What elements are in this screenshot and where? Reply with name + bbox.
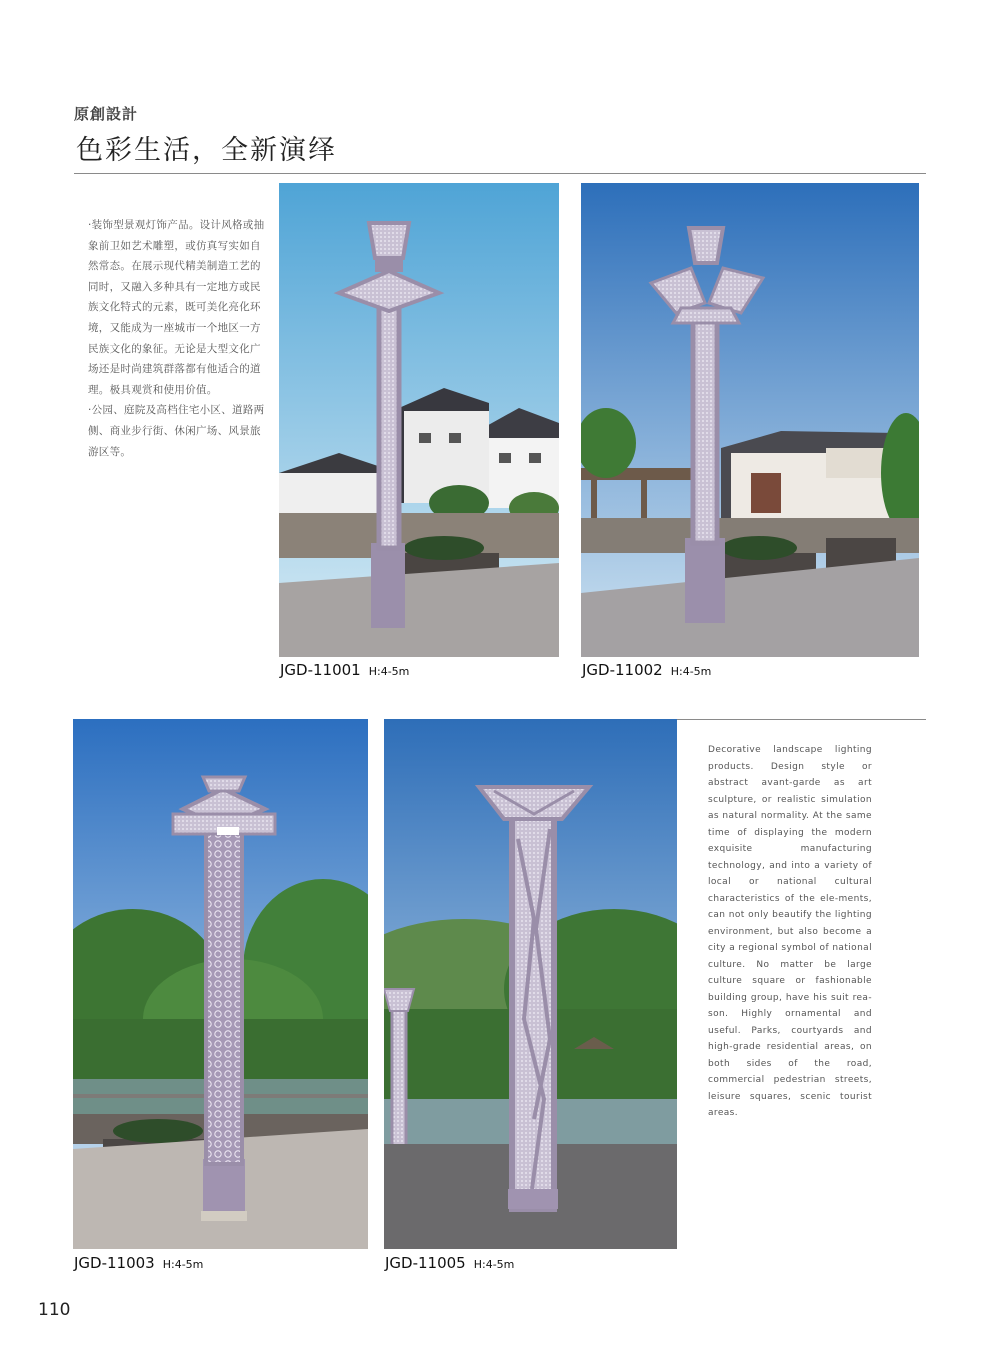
model-label: JGD-11002: [582, 661, 663, 679]
product-photo-11001: [279, 183, 559, 657]
section-divider: [675, 719, 926, 720]
header-divider: [74, 173, 926, 174]
model-label: JGD-11001: [280, 661, 361, 679]
height-label: H:4-5m: [473, 1258, 515, 1271]
intro-paragraph: ·装饰型景观灯饰产品。设计风格或抽象前卫如艺术雕塑，或仿真写实如自然常态。在展示现代精美制造工艺的同时，又融入多种具有一定地方或民族文化特式的元素，既可美化亮化环境，又能成为一座城市一个地区一方民族文化的象征。无论是大型文化广场还是时尚建筑群落都有他适合的道理。极具观赏和使用价值。: [88, 219, 265, 396]
caption-11003: [74, 1254, 203, 1272]
caption-11005: [385, 1254, 514, 1272]
product-photo-11005: [384, 719, 677, 1249]
page-title: 色彩生活，全新演绎: [76, 135, 337, 166]
page-number: 110: [38, 1300, 71, 1320]
height-label: H:4-5m: [368, 665, 410, 678]
height-label: H:4-5m: [670, 665, 712, 678]
model-label: JGD-11005: [385, 1254, 466, 1272]
model-label: JGD-11003: [74, 1254, 155, 1272]
intro-chinese: [88, 215, 266, 462]
product-photo-11003: [73, 719, 368, 1249]
product-photo-11002: [581, 183, 919, 657]
caption-11001: [280, 661, 409, 679]
intro-english: Decorative landscape lighting products. Design style or abstract avant-garde as art sculpture, or realistic simulation as natural normality. At the same time of displaying the modern exquisite manufacturing technology, and into a variety of local or national cultural characteristics of the ele-ments, can not only beautify the lighting environment, but also become a city a regional symbol of national culture. No matter be large culture square or fashionable building group, have his suit rea-son. Highly ornamental and useful. Parks, courtyards and high-grade residential areas, on both sides of the road, commercial pedestrian streets, leisure squares, scenic tourist areas.: [708, 745, 872, 1118]
height-label: H:4-5m: [162, 1258, 204, 1271]
section-label: 原創設計: [74, 105, 139, 123]
caption-11002: [582, 661, 711, 679]
intro-paragraph: ·公园、庭院及高档住宅小区、道路两侧、商业步行街、休闲广场、风景旅游区等。: [88, 404, 265, 458]
